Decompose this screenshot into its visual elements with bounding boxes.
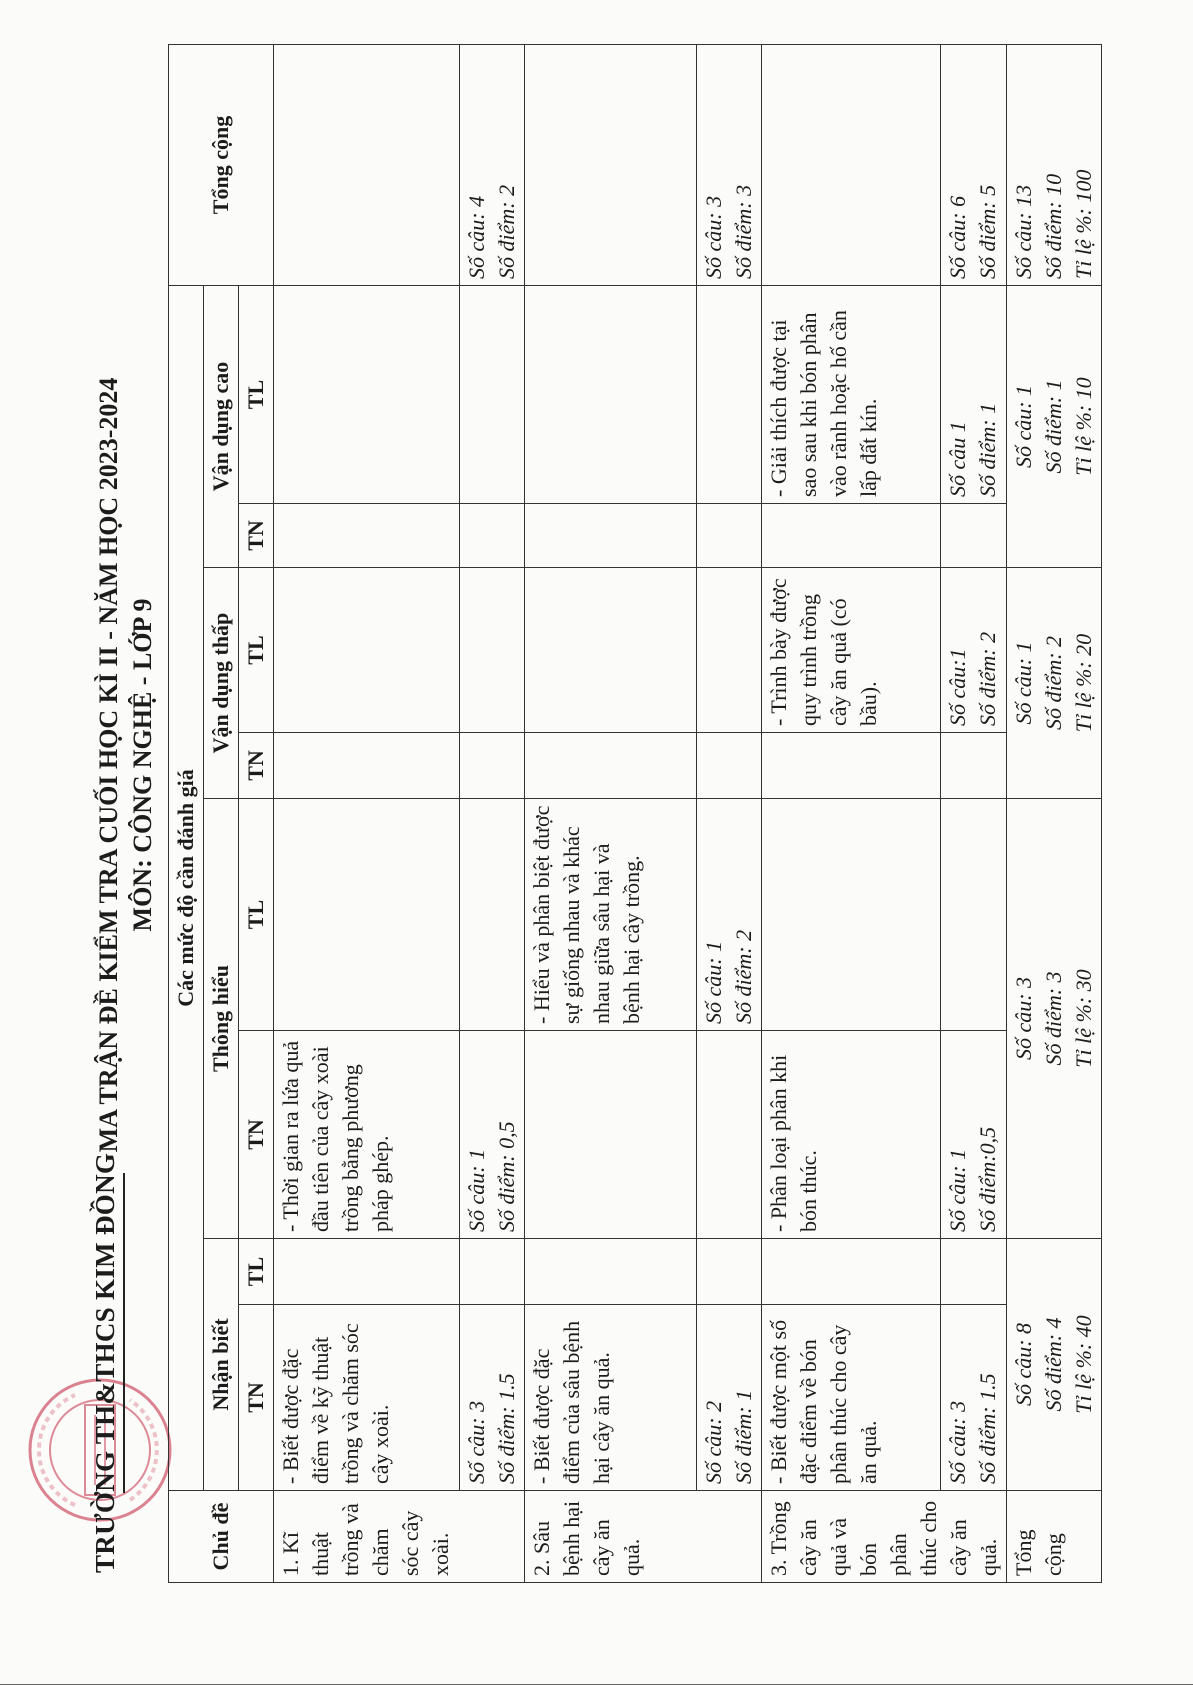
header-tn: TN <box>239 504 274 568</box>
t3-score-vdt: Số câu:1 Số điểm: 2 <box>941 568 1007 733</box>
header-topic: Chủ đề <box>169 1491 274 1583</box>
total-nhan-biet: Số câu: 8 Số điểm: 4 Tỉ lệ %: 40 <box>1007 1239 1102 1491</box>
t3-vdt-tl: - Trình bày được quy trình trồng cây ăn quả (có bầu). <box>762 568 941 733</box>
t1-score-th: Số câu: 1 Số điểm: 0,5 <box>460 1031 525 1239</box>
t3-th-tn: - Phân loại phân khi bón thúc. <box>762 1031 941 1239</box>
total-thong-hieu: Số câu: 3 Số điểm: 3 Tỉ lệ %: 30 <box>1007 799 1102 1239</box>
t1-score-total: Số câu: 4 Số điểm: 2 <box>460 45 525 286</box>
t3-vdc-tl: - Giải thích được tại sao sau khi bón phân vào rãnh hoặc hố cần lấp đất kín. <box>762 286 941 504</box>
header-tn: TN <box>239 1305 274 1491</box>
topic-3: 3. Trồng cây ăn quả và bón phân thúc cho cây ăn quả. <box>762 1491 1007 1583</box>
t2-score-nb: Số câu: 2 Số điểm: 1 <box>697 1305 762 1491</box>
header-thong-hieu: Thông hiểu <box>204 799 239 1239</box>
t1-nb-tn: - Biết được đặc điểm về kỹ thuật trồng và chăm sóc cây xoài. <box>274 1305 460 1491</box>
topic-2: 2. Sâu bệnh hại cây ăn quả. <box>525 1491 762 1583</box>
t2-nb-tn: - Biết được đặc điểm của sâu bệnh hại cây ăn quả. <box>525 1305 697 1491</box>
header-tl: TL <box>239 568 274 733</box>
title-line-1: MA TRẬN ĐỀ KIỂM TRA CUỐI HỌC KÌ II - NĂM HỌC 2023-2024 <box>94 377 123 1153</box>
t2-score-total: Số câu: 3 Số điểm: 3 <box>697 45 762 286</box>
assessment-matrix <box>168 44 1102 1583</box>
title-line-2: MÔN: CÔNG NGHỆ - LỚP 9 <box>128 598 157 932</box>
t3-score-nb: Số câu: 3 Số điểm: 1.5 <box>941 1305 1007 1491</box>
header-total: Tổng cộng <box>169 45 274 286</box>
header-nhan-biet: Nhận biết <box>204 1239 239 1491</box>
header-van-dung-cao: Vận dụng cao <box>204 286 239 568</box>
total-van-dung-thap: Số câu: 1 Số điểm: 2 Tỉ lệ %: 20 <box>1007 568 1102 799</box>
t2-th-tl: - Hiểu và phân biệt được sự giống nhau và khác nhau giữa sâu hại và bệnh hại cây trồng. <box>525 799 697 1031</box>
header-levels: Các mức độ cần đánh giá <box>169 286 204 1491</box>
header-tn: TN <box>239 733 274 799</box>
total-all: Số câu: 13 Số điểm: 10 Tỉ lệ %: 100 <box>1007 45 1102 286</box>
t1-th-tn: - Thời gian ra lứa quả đầu tiên của cây xoài trồng bằng phương pháp ghép. <box>274 1031 460 1239</box>
header-tl: TL <box>239 799 274 1031</box>
t2-score-th: Số câu: 1 Số điểm: 2 <box>697 799 762 1031</box>
t1-score-nb: Số câu: 3 Số điểm: 1.5 <box>460 1305 525 1491</box>
total-van-dung-cao: Số câu: 1 Số điểm: 1 Tỉ lệ %: 10 <box>1007 286 1102 568</box>
t3-score-total: Số câu: 6 Số điểm: 5 <box>941 45 1007 286</box>
school-name: TRƯỜNG TH&THCS KIM ĐỒNG <box>90 1153 121 1573</box>
header-tl: TL <box>239 286 274 504</box>
t3-nb-tn: - Biết được một số đặc điểm về bón phân thúc cho cây ăn quả. <box>762 1305 941 1491</box>
header-tn: TN <box>239 1031 274 1239</box>
document-title <box>92 255 160 1275</box>
header-tl: TL <box>239 1239 274 1305</box>
total-label: Tổng cộng <box>1007 1491 1102 1583</box>
header-van-dung-thap: Vận dụng thấp <box>204 568 239 799</box>
t3-score-th: Số câu: 1 Số điểm:0,5 <box>941 1031 1007 1239</box>
t3-score-vdc: Số câu 1 Số điểm: 1 <box>941 286 1007 504</box>
topic-1: 1. Kĩ thuật trồng và chăm sóc cây xoài. <box>274 1491 525 1583</box>
